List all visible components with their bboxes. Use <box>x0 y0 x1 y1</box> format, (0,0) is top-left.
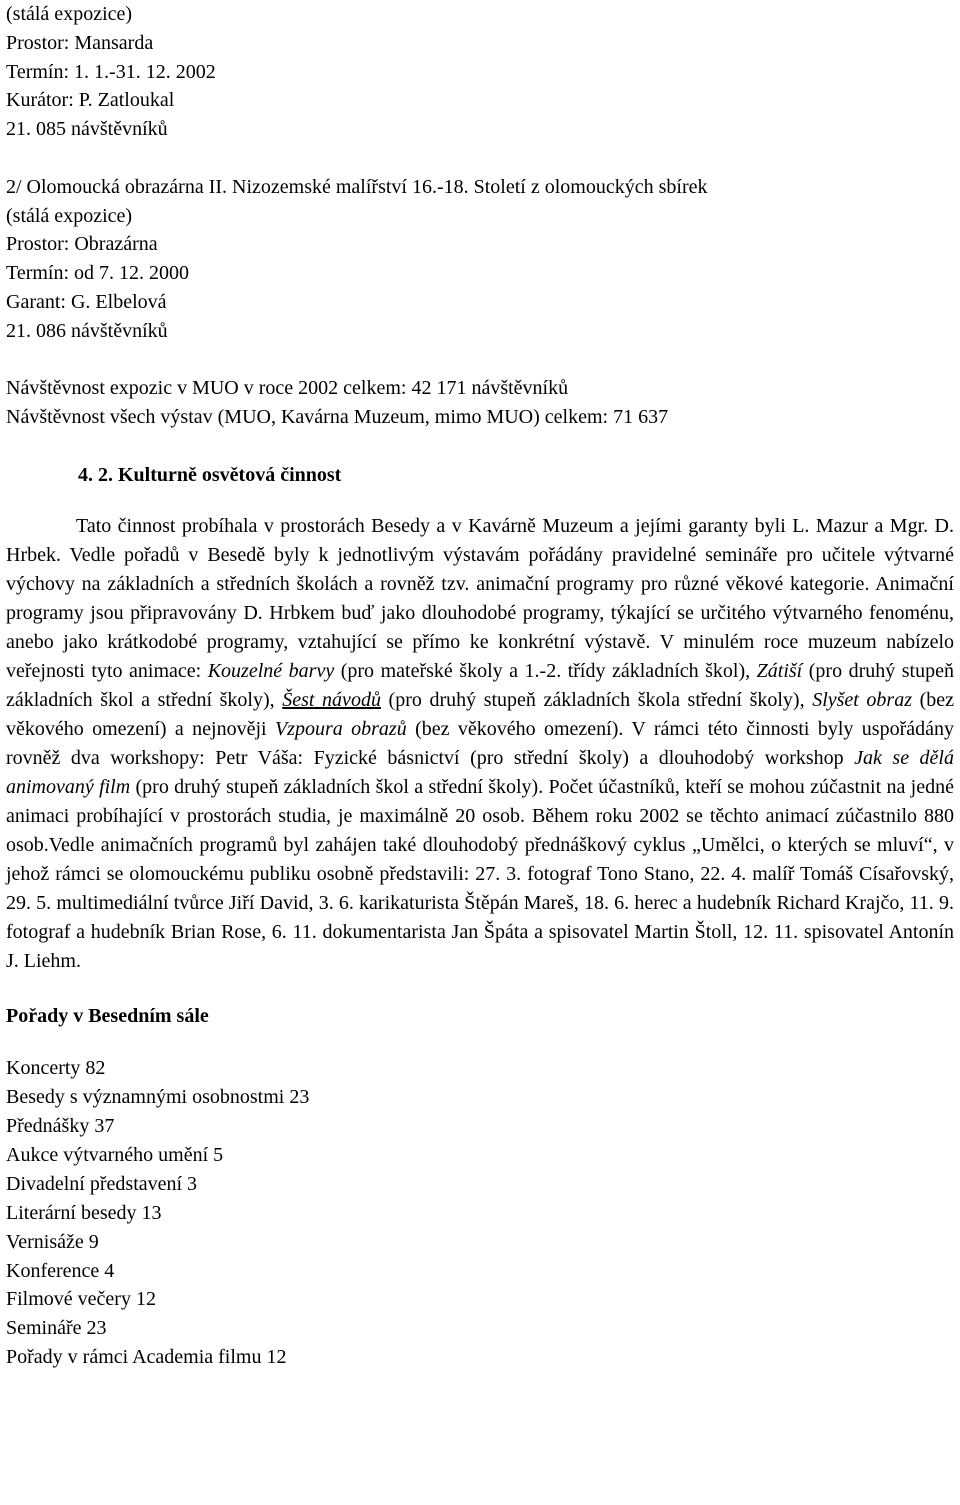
exhibition-title: 2/ Olomoucká obrazárna II. Nizozemské malířství 16.-18. Století z olomouckých sbírek <box>6 175 708 198</box>
spacer <box>6 346 954 375</box>
list-item: Divadelní představení 3 <box>6 1172 198 1195</box>
spacer <box>6 144 954 173</box>
attendance-totals <box>6 374 954 432</box>
exhibition-note: (stálá expozice) <box>6 204 133 227</box>
total-expositions: Návštěvnost expozic v MUO v roce 2002 celkem: 42 171 návštěvníků <box>6 377 569 400</box>
list-item: Přednášky 37 <box>6 1115 115 1138</box>
exhibition-note: (stálá expozice) <box>6 3 133 25</box>
list-item: Semináře 23 <box>6 1317 107 1340</box>
paragraph-text: Tato činnost probíhala v prostorách Besedy a v Kavárně Muzeum a jejími garanty byli L. Mazur a Mgr. D. Hrbek. Vedle pořadů v Besedě byly k jednotlivým výstavám pořádány pravidelné semináře pro učitele výtvarné výchovy na základních a středních školách a rovněž tzv. animační programy pro různé věkové kategorie. Animační programy jsou připravovány D. Hrbkem buď jako dlouhodobé programy, týkající se určitého výtvarného fenoménu, anebo jako krátkodobé programy, vztahující se přímo ke konkrétní výstavě. V minulém roce muzeum nabízelo veřejnosti tyto animace: <box>6 514 954 682</box>
exhibition-visitors: 21. 085 návštěvníků <box>6 118 168 141</box>
exhibition-term: Termín: od 7. 12. 2000 <box>6 262 190 285</box>
spacer <box>6 976 954 1002</box>
exhibition-visitors: 21. 086 návštěvníků <box>6 319 168 342</box>
spacer <box>6 432 954 461</box>
program-title: Zátiší <box>756 659 803 682</box>
paragraph-text: (pro druhý stupeň základních škol a střední školy). Počet účastníků, kteří se mohou zúčastnit na jedné animaci probíhající v prostorách studia, je maximálně 20 osob. Během roku 2002 se těchto animací zúčastnilo 880 osob.Vedle animačních programů byl zahájen také dlouhodobý přednáškový cyklus „Umělci, o kterých se mluví“, v jehož rámci se olomouckému publiku osobně představili: 27. 3. fotograf Tono Stano, 22. 4. malíř Tomáš Císařovský, 29. 5. multimediální tvůrce Jiří David, 3. 6. karikaturista Štěpán Mareš, 18. 6. herec a hudebník Richard Krajčo, 11. 9. fotograf a hudebník Brian Rose, 6. 11. dokumentarista Jan Špáta a spisovatel Martin Štoll, 12. 11. spisovatel Antonín J. Liehm. <box>6 775 954 972</box>
list-item: Filmové večery 12 <box>6 1288 156 1311</box>
spacer <box>6 1030 954 1054</box>
document-page <box>6 0 954 1372</box>
paragraph-text: (bez věkového omezení) a nejnověji <box>6 688 955 740</box>
exhibition-venue: Prostor: Mansarda <box>6 31 154 54</box>
program-title: Kouzelné barvy <box>207 659 335 682</box>
list-item: Aukce výtvarného umění 5 <box>6 1144 224 1167</box>
list-item: Literární besedy 13 <box>6 1201 162 1224</box>
paragraph-text: (pro druhý stupeň základních škola střední školy), <box>380 688 813 711</box>
program-title: Šest návodů <box>282 688 381 711</box>
paragraph-text: (pro mateřské školy a 1.-2. třídy základních škol), <box>334 659 757 682</box>
exhibition-venue: Prostor: Obrazárna <box>6 233 158 256</box>
exhibition-curator: Kurátor: P. Zatloukal <box>6 89 175 112</box>
exhibition-block-1 <box>6 0 954 144</box>
spacer <box>6 490 954 512</box>
activity-paragraph <box>6 512 954 976</box>
list-item: Pořady v rámci Academia filmu 12 <box>6 1346 287 1369</box>
events-heading: Pořady v Besedním sále <box>6 1004 209 1027</box>
program-title: Jak se dělá animovaný film <box>6 746 954 798</box>
exhibition-block-2 <box>6 173 954 346</box>
program-title: Vzpoura obrazů <box>274 717 407 740</box>
program-title: Slyšet obraz <box>812 688 912 711</box>
exhibition-guarantor: Garant: G. Elbelová <box>6 290 167 313</box>
section-heading: 4. 2. Kulturně osvětová činnost <box>78 463 342 486</box>
list-item: Vernisáže 9 <box>6 1230 99 1253</box>
list-item: Besedy s významnými osobnostmi 23 <box>6 1086 310 1109</box>
list-item: Koncerty 82 <box>6 1057 106 1080</box>
exhibition-term: Termín: 1. 1.-31. 12. 2002 <box>6 60 216 83</box>
list-item: Konference 4 <box>6 1259 115 1282</box>
events-list <box>6 1054 954 1372</box>
paragraph-text: (pro druhý stupeň základních škol a střední školy), <box>6 659 954 711</box>
total-exhibitions: Návštěvnost všech výstav (MUO, Kavárna Muzeum, mimo MUO) celkem: 71 637 <box>6 406 669 429</box>
paragraph-text: (bez věkového omezení). V rámci této činnosti byly uspořádány rovněž dva workshopy: Petr Váša: Fyzické básnictví (pro střední školy) a dlouhodobý workshop <box>6 717 954 769</box>
